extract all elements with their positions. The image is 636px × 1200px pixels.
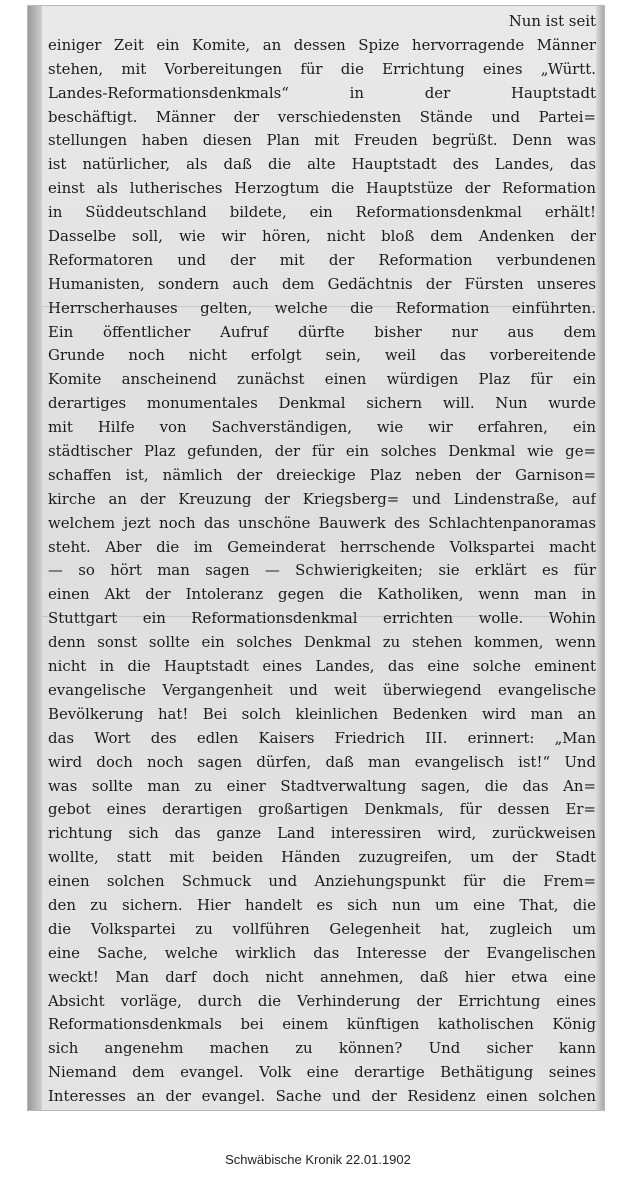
article-line: Niemand dem evangel. Volk eine derartige Bethätigung seines [48,1063,596,1082]
article-line: evangelische Vergangenheit und weit überwiegend evangelische [48,680,596,699]
article-line: Komite anscheinend zunächst einen würdigen Plaz für ein [48,370,596,389]
article-line: in Süddeutschland bildete, ein Reformationsdenkmal erhält! [48,203,596,222]
article-line: Humanisten, sondern auch dem Gedächtnis der Fürsten unseres [48,274,596,293]
article-line: was sollte man zu einer Stadtverwaltung sagen, die das An= [48,776,596,795]
article-line: den zu sichern. Hier handelt es sich nun um eine That, die [48,895,596,914]
article-line: welchem jezt noch das unschöne Bauwerk des Schlachtenpanoramas [48,513,596,532]
newspaper-clipping [27,5,605,1111]
article-line: sich angenehm machen zu können? Und sicher kann [48,1039,596,1058]
article-line: gebot eines derartigen großartigen Denkmals, für dessen Er= [48,800,596,819]
article-line: wollte, statt mit beiden Händen zuzugreifen, um der Stadt [48,848,596,867]
article-line: Bevölkerung hat! Bei solch kleinlichen Bedenken wird man an [48,704,596,723]
article-line: einiger Zeit ein Komite, an dessen Spize hervorragende Männer [48,35,596,54]
article-line: weckt! Man darf doch nicht annehmen, daß hier etwa eine [48,967,596,986]
article-line: Absicht vorläge, durch die Verhinderung der Errichtung eines [48,991,596,1010]
article-line: Reformationsdenkmals bei einem künftigen katholischen König [48,1015,596,1034]
article-line: Dasselbe soll, wie wir hören, nicht bloß dem Andenken der [48,227,596,246]
article-line: das Wort des edlen Kaisers Friedrich III. erinnert: „Man [48,728,596,747]
article-line: Ein öffentlicher Aufruf dürfte bisher nur aus dem [48,322,596,341]
article-line: wird doch noch sagen dürfen, daß man evangelisch ist!“ Und [48,752,596,771]
article-line: denn sonst sollte ein solches Denkmal zu stehen kommen, wenn [48,633,596,652]
article-line: ist natürlicher, als daß die alte Hauptstadt des Landes, das [48,155,596,174]
article-text [48,10,596,1111]
source-caption: Schwäbische Kronik 22.01.1902 [225,1152,411,1167]
article-line: beschäftigt. Männer der verschiedensten Stände und Partei= [48,107,596,126]
article-line: Interesses an der evangel. Sache und der Residenz einen solchen [48,1087,596,1106]
article-line: Grunde noch nicht erfolgt sein, weil das vorbereitende [48,346,596,365]
article-line: die Volkspartei zu vollführen Gelegenheit hat, zugleich um [48,919,596,938]
article-line: nicht in die Hauptstadt eines Landes, das eine solche eminent [48,657,596,676]
article-line: Herrscherhauses gelten, welche die Reformation einführten. [48,298,596,317]
article-line: derartiges monumentales Denkmal sichern will. Nun wurde [48,394,596,413]
article-line: Stuttgart ein Reformationsdenkmal errichten wolle. Wohin [48,609,596,628]
article-line: einen solchen Schmuck und Anziehungspunkt für die Frem= [48,872,596,891]
article-line: Nun ist seit [508,12,596,30]
article-line: stellungen haben diesen Plan mit Freuden begrüßt. Denn was [48,131,596,150]
article-line: mit Hilfe von Sachverständigen, wie wir erfahren, ein [48,418,596,437]
article-line: stehen, mit Vorbereitungen für die Errichtung eines „Württ. [48,59,596,78]
article-line: schaffen ist, nämlich der dreieckige Plaz neben der Garnison= [48,465,596,484]
article-line: kirche an der Kreuzung der Kriegsberg= und Lindenstraße, auf [48,489,596,508]
article-line: eine Sache, welche wirklich das Interesse der Evangelischen [48,943,596,962]
article-line: richtung sich das ganze Land interessiren wird, zurückweisen [48,824,596,843]
article-line: steht. Aber die im Gemeinderat herrschende Volkspartei macht [48,537,596,556]
article-line: — so hört man sagen — Schwierigkeiten; sie erklärt es für [48,561,596,580]
article-line [48,1109,596,1111]
article-line: Reformatoren und der mit der Reformation verbundenen [48,250,596,269]
article-line: einst als lutherisches Herzogtum die Hauptstüze der Reformation [48,179,596,198]
article-line: städtischer Plaz gefunden, der für ein solches Denkmal wie ge= [48,442,596,461]
article-line: einen Akt der Intoleranz gegen die Katholiken, wenn man in [48,585,596,604]
article-line: Landes-Reformationsdenkmals“ in der Hauptstadt [48,83,596,102]
